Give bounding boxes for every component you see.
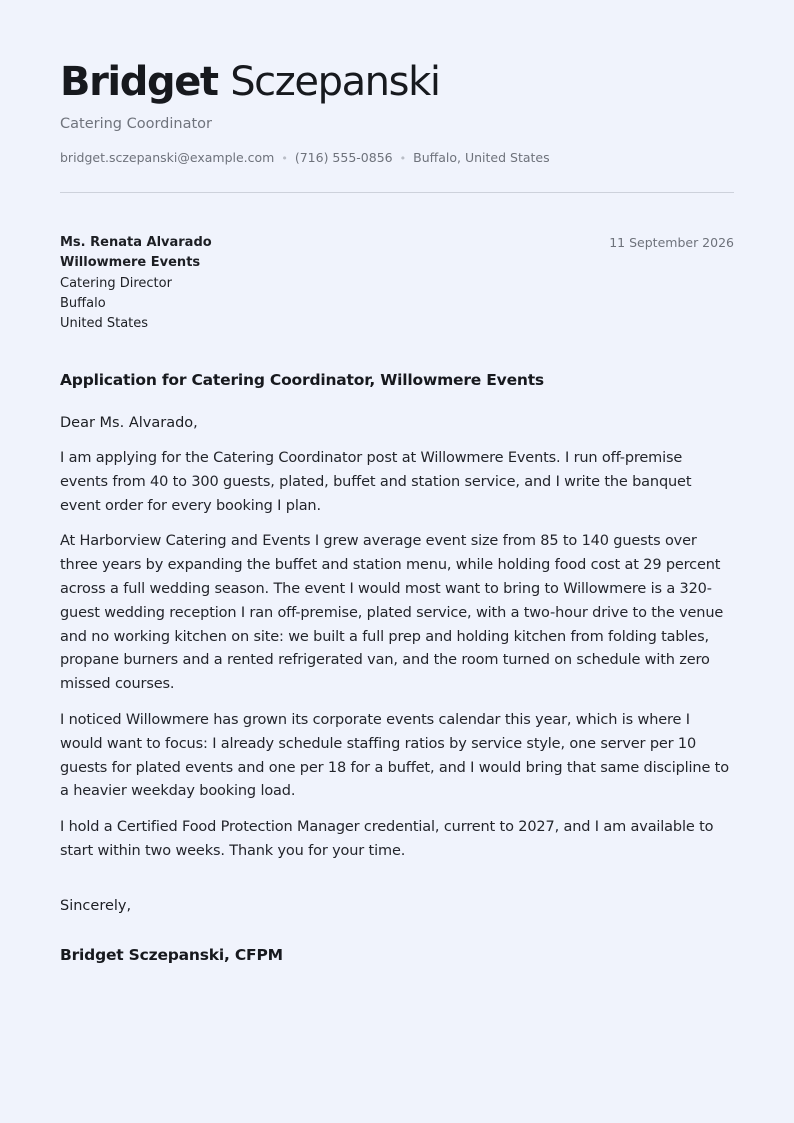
closing: Sincerely, bbox=[60, 897, 132, 914]
applicant-name bbox=[60, 52, 734, 112]
recipient-country: United States bbox=[60, 316, 149, 332]
body-paragraph: I am applying for the Catering Coordinator post at Willowmere Events. I run off-premise events from 40 to 300 guests, plated, buffet and station service, and I write the banquet event order for every booking I plan. bbox=[60, 450, 692, 514]
last-name: Sczepanski bbox=[230, 59, 440, 105]
header-divider bbox=[60, 192, 734, 193]
separator-dot: • bbox=[399, 152, 407, 165]
salutation: Dear Ms. Alvarado, bbox=[60, 415, 198, 431]
letter-header bbox=[60, 52, 734, 167]
cover-letter bbox=[60, 52, 734, 966]
location: Buffalo, United States bbox=[413, 150, 550, 165]
recipient-city: Buffalo bbox=[60, 295, 106, 311]
body-paragraph: I noticed Willowmere has grown its corporate events calendar this year, which is where I would want to focus: I already schedule staffing ratios by service style, one server per 10 guests for plated events and one per 18 for a buffet, and I would bring that same discipline to a heavier weekday booking load. bbox=[60, 711, 729, 800]
recipient-name: Ms. Renata Alvarado bbox=[60, 235, 212, 250]
body-paragraph: I hold a Certified Food Protection Manager credential, current to 2027, and I am available to start within two weeks. Thank you for your time. bbox=[60, 819, 714, 859]
recipient-title: Catering Director bbox=[60, 275, 172, 291]
phone: (716) 555-0856 bbox=[294, 150, 393, 165]
recipient-company: Willowmere Events bbox=[60, 255, 201, 271]
applicant-role: Catering Coordinator bbox=[60, 116, 213, 132]
first-name: Bridget bbox=[60, 59, 218, 105]
letter-date: 11 September 2026 bbox=[609, 235, 734, 250]
letter-subject: Application for Catering Coordinator, Willowmere Events bbox=[60, 371, 544, 389]
contact-line bbox=[60, 150, 734, 167]
signature: Bridget Sczepanski, CFPM bbox=[60, 945, 283, 964]
body-paragraph: At Harborview Catering and Events I grew average event size from 85 to 140 guests over three years by expanding the buffet and station menu, while holding food cost at 29 percent across a full wedding season. The event I would most want to bring to Willowmere is a 320-guest wedding reception I ran off-premise, plated service, with a two-hour drive to the venue and no working kitchen on site: we built a full prep and holding kitchen from folding tables, propane burners and a rented refrigerated van, and the room turned on schedule with zero missed courses. bbox=[60, 533, 724, 693]
email: bridget.sczepanski@example.com bbox=[60, 150, 275, 165]
separator-dot: • bbox=[281, 152, 288, 165]
address-block bbox=[60, 233, 734, 333]
